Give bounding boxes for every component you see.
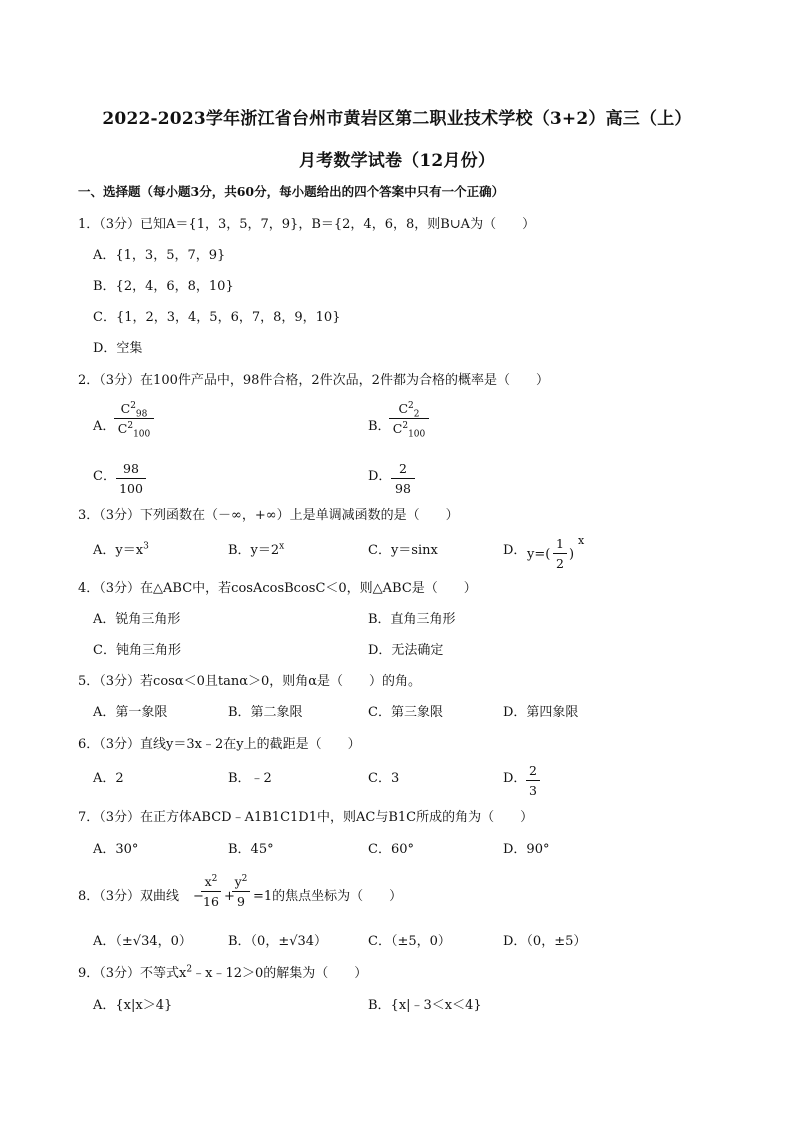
fraction-bar: [553, 553, 567, 554]
fraction-bar: [114, 418, 154, 419]
question-2-option-b-fraction: [389, 400, 429, 440]
fraction-denominator: 9: [237, 894, 245, 909]
exam-title-line1: 2022-2023学年浙江省台州市黄岩区第二职业技术学校（3+2）高三（上）: [102, 109, 692, 129]
question-8-option-b[interactable]: B．（0，±√34）: [228, 934, 328, 949]
question-9-option-a[interactable]: A．{x|x＞4}: [93, 998, 173, 1013]
question-8-stem-start: 8．（3分）双曲线: [78, 889, 180, 904]
question-4-option-c[interactable]: C．钝角三角形: [93, 643, 181, 658]
question-8-stem-end: =1的焦点坐标为（ ）: [253, 889, 403, 904]
question-6-option-d-fraction: [526, 762, 540, 799]
section-heading: 一、选择题（每小题3分，共60分，每小题给出的四个答案中只有一个正确）: [78, 184, 505, 199]
question-3-option-d-exponent: x: [578, 534, 585, 547]
question-8-option-c[interactable]: C．（±5，0）: [368, 934, 451, 949]
question-7-stem: 7．（3分）在正方体ABCD﹣A1B1C1D1中，则AC与B1C所成的角为（ ）: [78, 810, 534, 825]
question-8-option-d[interactable]: D．（0，±5）: [503, 934, 587, 949]
question-2-option-a[interactable]: A．: [93, 419, 116, 434]
question-7-option-d[interactable]: D．90°: [503, 842, 550, 857]
fraction-bar: [391, 478, 415, 479]
fraction-numerator: 98: [123, 461, 139, 476]
question-6-option-a[interactable]: A．2: [93, 771, 124, 786]
question-8-fraction-y: [232, 873, 250, 910]
question-2-option-d-fraction: [391, 460, 415, 497]
question-4-option-b[interactable]: B．直角三角形: [368, 612, 456, 627]
fraction-denominator: 2: [556, 556, 564, 571]
exam-title-line2: 月考数学试卷（12月份）: [298, 151, 496, 171]
question-9-stem: 9．（3分）不等式$x^2﹣x﹣12>0$的解集为（ ）: [78, 964, 368, 981]
question-9-option-b[interactable]: B．{x|﹣3＜x＜4}: [368, 998, 482, 1013]
fraction-denominator: 100: [119, 481, 143, 496]
question-2-option-c[interactable]: C．: [93, 469, 116, 484]
fraction-numerator: 1: [556, 536, 564, 551]
fraction-numerator: 2: [529, 763, 537, 778]
question-6-option-d[interactable]: D．: [503, 771, 527, 786]
question-7-option-a[interactable]: A．30°: [93, 842, 139, 857]
fraction-numerator: $y^2$: [234, 873, 248, 889]
question-3-option-a[interactable]: A．$y=x^3$: [93, 541, 149, 558]
question-8-plus: +: [224, 889, 235, 904]
fraction-numerator: 2: [399, 461, 407, 476]
fraction-denominator: $C^2_{100}$: [392, 420, 426, 440]
question-4-option-a[interactable]: A．锐角三角形: [93, 612, 181, 627]
fraction-denominator: 98: [395, 481, 411, 496]
question-5-option-c[interactable]: C．第三象限: [368, 705, 443, 720]
question-5-option-a[interactable]: A．第一象限: [93, 705, 168, 720]
question-2-option-b[interactable]: B．: [368, 419, 391, 434]
question-4-option-d[interactable]: D．无法确定: [368, 643, 444, 658]
fraction-bar: [232, 891, 250, 892]
question-6-option-b[interactable]: B．﹣2: [228, 771, 272, 786]
question-8-option-a[interactable]: A．（±√34，0）: [93, 934, 192, 949]
question-3-option-d-expr-close: ): [569, 547, 575, 562]
question-5-stem: 5．（3分）若cosα＜0且tanα＞0，则角α是（ ）的角。: [78, 674, 422, 689]
fraction-denominator: $C^2_{100}$: [117, 420, 151, 440]
question-4-stem: 4．（3分）在△ABC中，若cosAcosBcosC＜0，则△ABC是（ ）: [78, 581, 477, 596]
fraction-bar: [389, 418, 429, 419]
fraction-bar: [116, 478, 146, 479]
question-6-stem: 6．（3分）直线y＝3x﹣2在y上的截距是（ ）: [78, 737, 361, 752]
fraction-bar: [201, 891, 221, 892]
fraction-denominator: 3: [529, 783, 537, 798]
question-3-option-d-fraction: [553, 535, 567, 572]
question-5-option-b[interactable]: B．第二象限: [228, 705, 303, 720]
question-2-option-c-fraction: [116, 460, 146, 497]
question-8-minus: −: [193, 889, 204, 904]
question-2-stem: 2．（3分）在100件产品中，98件合格，2件次品，2件都为合格的概率是（ ）: [78, 373, 549, 388]
question-3-option-d-expr-open: y=(: [527, 547, 551, 562]
question-3-stem: 3．（3分）下列函数在（－∞，+∞）上是单调减函数的是（ ）: [78, 508, 459, 523]
question-2-option-a-fraction: [114, 400, 154, 440]
question-7-option-b[interactable]: B．45°: [228, 842, 274, 857]
question-3-option-b[interactable]: B．$y=2^x$: [228, 541, 285, 558]
fraction-denominator: 16: [203, 894, 219, 909]
question-2-option-d[interactable]: D．: [368, 469, 392, 484]
question-6-option-c[interactable]: C．3: [368, 771, 400, 786]
question-7-option-c[interactable]: C．60°: [368, 842, 414, 857]
question-1-stem: 1．（3分）已知A＝{1，3，5，7，9}，B＝{2，4，6，8，则B∪A为（ ）: [78, 217, 536, 232]
fraction-bar: [526, 780, 540, 781]
question-1-option-c[interactable]: C．{1，2，3，4，5，6，7，8，9，10}: [93, 310, 341, 325]
question-1-option-a[interactable]: A．{1，3，5，7，9}: [93, 248, 226, 263]
question-1-option-d[interactable]: D．空集: [93, 341, 143, 356]
fraction-numerator: $x^2$: [204, 873, 218, 889]
question-1-option-b[interactable]: B．{2，4，6，8，10}: [93, 279, 234, 294]
fraction-numerator: $C^2_{98}$: [120, 400, 148, 420]
question-3-option-c[interactable]: C．y＝sinx: [368, 543, 438, 558]
question-8-fraction-x: [201, 873, 221, 910]
fraction-numerator: $C^2_2$: [398, 400, 420, 420]
question-5-option-d[interactable]: D．第四象限: [503, 705, 579, 720]
question-3-option-d[interactable]: D．: [503, 543, 527, 558]
